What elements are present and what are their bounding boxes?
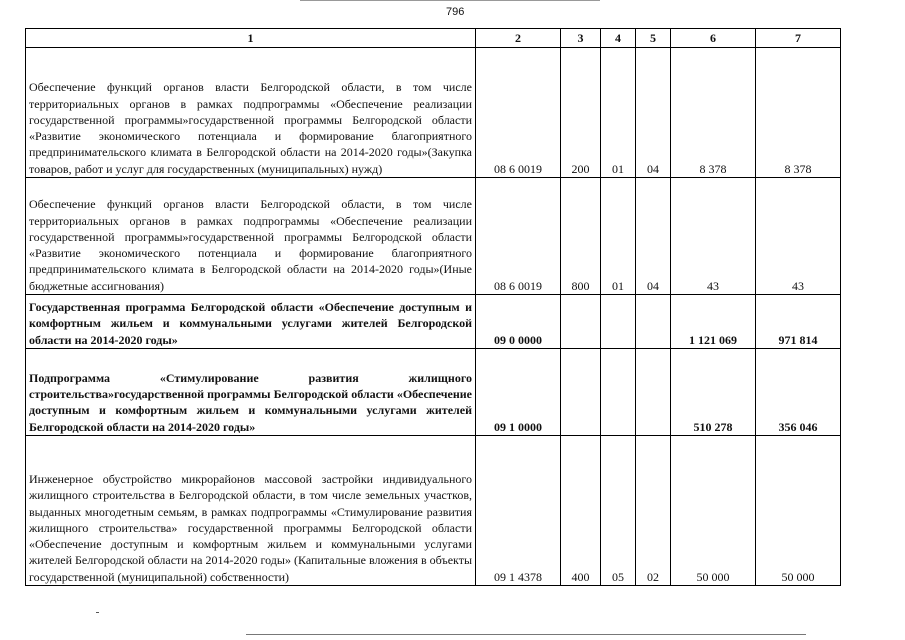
row-sum-1: 1 121 069 — [671, 295, 756, 349]
row-subsection — [636, 295, 671, 349]
table-row — [26, 48, 841, 178]
table-row — [26, 349, 841, 436]
row-vr-code: 200 — [561, 48, 601, 178]
table-row — [26, 295, 841, 349]
header-col-7: 7 — [756, 29, 841, 48]
header-row — [26, 29, 841, 48]
row-csr-code: 08 6 0019 — [476, 178, 561, 295]
header-col-5: 5 — [636, 29, 671, 48]
row-sum-1: 43 — [671, 178, 756, 295]
row-subsection: 02 — [636, 436, 671, 586]
table-row — [26, 178, 841, 295]
row-description: Подпрограмма «Стимулирование развития жилищного строительства»государственной программы Белгородской области «Обеспечение доступным и комфортным жильем и коммунальными услугами жителей Белгородской области на 2014-2020 годы» — [26, 349, 476, 436]
row-sum-1: 8 378 — [671, 48, 756, 178]
row-subsection: 04 — [636, 178, 671, 295]
row-sum-2: 971 814 — [756, 295, 841, 349]
row-vr-code — [561, 295, 601, 349]
row-vr-code: 400 — [561, 436, 601, 586]
table-row — [26, 436, 841, 586]
header-col-3: 3 — [561, 29, 601, 48]
row-section: 01 — [601, 48, 636, 178]
row-section: 05 — [601, 436, 636, 586]
row-csr-code: 09 0 0000 — [476, 295, 561, 349]
header-col-1: 1 — [26, 29, 476, 48]
row-subsection: 04 — [636, 48, 671, 178]
row-vr-code: 800 — [561, 178, 601, 295]
row-sum-1: 50 000 — [671, 436, 756, 586]
header-col-6: 6 — [671, 29, 756, 48]
row-description: Государственная программа Белгородской области «Обеспечение доступным и комфортным жильем и коммунальными услугами жителей Белгородской области на 2014-2020 годы» — [26, 295, 476, 349]
row-csr-code: 09 1 0000 — [476, 349, 561, 436]
row-description: Обеспечение функций органов власти Белгородской области, в том числе территориальных органов в рамках подпрограммы «Обеспечение реализации государственной программы»государственной программы Белгородской области «Развитие экономического потенциала и формирование благоприятного предпринимательского климата в Белгородской области на 2014-2020 годы»(Иные бюджетные ассигнования) — [26, 178, 476, 295]
header-col-4: 4 — [601, 29, 636, 48]
header-col-2: 2 — [476, 29, 561, 48]
top-border-line — [300, 0, 600, 1]
scan-speck — [96, 612, 99, 613]
row-sum-2: 43 — [756, 178, 841, 295]
bottom-border-line — [246, 634, 806, 635]
row-sum-1: 510 278 — [671, 349, 756, 436]
row-sum-2: 356 046 — [756, 349, 841, 436]
row-description: Обеспечение функций органов власти Белгородской области, в том числе территориальных органов в рамках подпрограммы «Обеспечение реализации государственной программы»государственной программы Белгородской области «Развитие экономического потенциала и формирование благоприятного предпринимательского климата в Белгородской области на 2014-2020 годы»(Закупка товаров, работ и услуг для государственных (муниципальных) нужд) — [26, 48, 476, 178]
row-vr-code — [561, 349, 601, 436]
budget-table — [25, 28, 841, 586]
row-section: 01 — [601, 178, 636, 295]
row-subsection — [636, 349, 671, 436]
row-section — [601, 295, 636, 349]
row-description: Инженерное обустройство микрорайонов массовой застройки индивидуального жилищного строительства в Белгородской области, в том числе земельных участков, выданных многодетным семьям, в рамках подпрограммы «Стимулирование развития жилищного строительства» государственной программы Белгородской области «Обеспечение доступным и комфортным жильем и коммунальными услугами жителей Белгородской области на 2014-2020 годы» (Капитальные вложения в объекты государственной (муниципальной) собственности) — [26, 436, 476, 586]
row-sum-2: 50 000 — [756, 436, 841, 586]
row-csr-code: 08 6 0019 — [476, 48, 561, 178]
row-sum-2: 8 378 — [756, 48, 841, 178]
row-csr-code: 09 1 4378 — [476, 436, 561, 586]
row-section — [601, 349, 636, 436]
page-number: 796 — [446, 6, 465, 18]
